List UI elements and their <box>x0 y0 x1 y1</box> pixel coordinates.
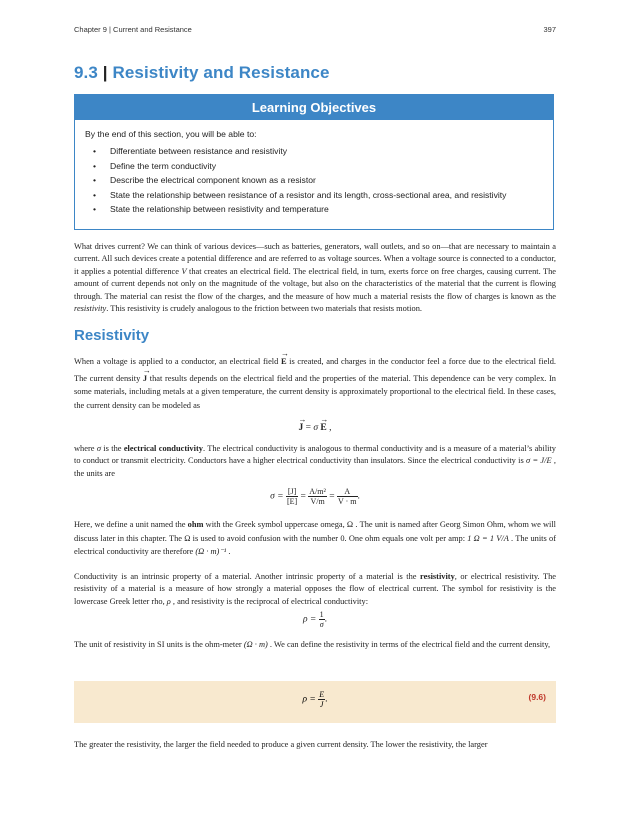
numerator: E <box>319 690 325 699</box>
equation-number: (9.6) <box>528 692 546 702</box>
text-run: . The electrical conductivity is analogous to thermal conductivity and is a measure of a material’s ability to conduct or transmit electricity. Conductors have a higher electrical conductivity than insulators. Since the electrical conductivity is <box>74 444 556 466</box>
text-run: What drives current? We can think of various devices—such as batteries, generators, wall outlets, and so on—that are necessary to maintain a current. All such devices create a potential difference and are referred to as voltage sources. When a voltage source is connected to a conductor, it applies a potential difference <box>74 242 556 276</box>
objective-item: • Describe the electrical component known as a resistor <box>75 175 553 186</box>
inline-formula: σ = J/E <box>526 456 552 466</box>
resistivity-paragraph-1 <box>74 352 556 412</box>
math-symbol: Ω <box>184 533 191 543</box>
section-title <box>74 63 330 83</box>
ohm-paragraph <box>74 518 556 559</box>
math-symbol: Ω <box>346 520 354 529</box>
text-run: . We can define the resistivity in terms of the electrical field and the current density, <box>267 640 551 649</box>
chapter-title: Chapter 9 | Current and Resistance <box>74 25 192 34</box>
punctuation: . <box>324 614 328 625</box>
text-run: that results depends on the electrical field and the properties of the material. This dependence can be very complex. In some materials, including metals at a given temperature, the current density is approximately proportional to the electrical field. In these cases, the current density can be modeled as <box>74 373 556 410</box>
inline-formula: (Ω · m) <box>243 640 268 649</box>
subsection-title: Resistivity <box>74 327 150 344</box>
numerator: [J] <box>287 487 297 496</box>
learning-objectives-intro: By the end of this section, you will be able to: <box>85 129 257 139</box>
resistivity-paragraph-2 <box>74 571 556 608</box>
bold-term: resistivity <box>420 572 455 581</box>
math-symbol: V <box>181 266 187 276</box>
math-symbol: σ <box>96 444 101 453</box>
inline-formula: 1 Ω = 1 V/A <box>467 533 509 543</box>
objective-item: • Differentiate between resistance and resistivity <box>75 146 553 157</box>
numerator: A <box>337 487 358 497</box>
equation-rho <box>74 610 556 629</box>
text-run: , the units are <box>74 456 556 478</box>
equation-current-density <box>74 420 556 433</box>
text-run: , or electrical resistivity. The resistivity of a material is a measure of how strongly a material opposes the flow of electrical current. The symbol for resistivity is the lowercase Greek letter rho, <box>74 572 556 606</box>
punctuation: . <box>357 491 360 502</box>
denominator: J <box>319 700 324 709</box>
math-symbol: σ <box>313 423 319 433</box>
running-header <box>74 25 556 34</box>
objective-item: • Define the term conductivity <box>75 161 553 172</box>
denominator: V · m <box>338 497 357 506</box>
page-number: 397 <box>543 25 556 34</box>
vector-e: → E <box>320 420 326 433</box>
vector-j: → J <box>298 420 303 433</box>
math-symbol: σ = <box>270 491 286 502</box>
learning-objectives-box <box>74 94 554 230</box>
objective-item: • State the relationship between resistivity and temperature <box>75 204 553 215</box>
math-symbol: ρ <box>166 596 171 606</box>
section-title-text: Resistivity and Resistance <box>112 63 330 82</box>
bold-term: ohm <box>187 520 204 529</box>
intro-paragraph <box>74 241 556 315</box>
conductivity-paragraph <box>74 443 556 480</box>
final-paragraph: The greater the resistivity, the larger the field needed to produce a given current density. The lower the resistivity, the larger <box>74 740 488 749</box>
math-symbol: ρ = <box>302 694 319 705</box>
text-run: . <box>226 547 231 556</box>
text-run: , and resistivity is the reciprocal of electrical conductivity: <box>170 596 369 606</box>
section-separator: | <box>102 63 108 82</box>
equals-sign: = <box>326 491 337 502</box>
text-run: is created, and charges in the conductor feel a force due to the electrical field. The current density <box>74 357 556 383</box>
section-number: 9.3 <box>74 63 98 82</box>
text-run: that creates an electrical field. The electrical field, in turn, exerts force on free charges, causing current. The amount of current depends not only on the magnitude of the voltage, but also on the characteristics of the material that the current is flowing through. The material can resist the flow of the charges, and the measure of how much a material resists the flow of charges is known as the <box>74 266 556 301</box>
equals-sign: = <box>298 491 309 502</box>
math-symbol: ρ = <box>302 614 319 625</box>
text-run: . The units of electrical conductivity are therefore <box>74 533 556 556</box>
text-run: is used to avoid confusion with the number 0. One ohm equals one volt per amp: <box>190 533 468 543</box>
text-run: The unit of resistivity in SI units is the ohm-meter <box>74 640 244 649</box>
objective-item: • State the relationship between resistance of a resistor and its length, cross-sectional area, and resistivity <box>75 190 553 201</box>
text-run: is the <box>100 444 124 453</box>
denominator: σ <box>319 620 324 629</box>
denominator: V/m <box>310 497 325 506</box>
bold-term: electrical conductivity <box>123 444 203 453</box>
vector-j: → J <box>143 369 147 386</box>
equation-rho-e-over-j <box>74 690 556 709</box>
fraction <box>337 487 358 506</box>
text-run: . The unit is named after Georg Simon Ohm, whom we will discuss later in this chapter. The <box>74 520 556 543</box>
learning-objectives-list <box>75 146 553 215</box>
numerator: 1 <box>319 610 324 619</box>
numerator: A/m² <box>309 487 326 496</box>
text-run: Conductivity is an intrinsic property of a material. Another intrinsic property of a material is the <box>74 572 421 581</box>
inline-formula: (Ω · m)⁻¹ <box>195 547 227 556</box>
text-run: Here, we define a unit named the <box>74 520 188 529</box>
learning-objectives-heading: Learning Objectives <box>75 95 553 120</box>
si-unit-paragraph <box>74 638 556 652</box>
fraction <box>308 487 327 506</box>
punctuation: . <box>325 694 328 705</box>
text-run: with the Greek symbol uppercase omega, <box>203 520 347 529</box>
italic-term: resistivity <box>74 304 107 314</box>
text-run: When a voltage is applied to a conductor, an electrical field <box>74 357 281 366</box>
boxed-equation <box>74 681 556 723</box>
denominator: [E] <box>286 497 298 506</box>
punctuation: , <box>326 423 332 433</box>
equals-sign: = <box>303 423 314 433</box>
vector-e: → E <box>281 352 287 369</box>
equation-units <box>74 487 556 506</box>
fraction <box>286 487 298 506</box>
text-run: . This resistivity is crudely analogous to the friction between two materials that resists motion. <box>106 304 422 314</box>
text-run: where <box>74 444 97 453</box>
